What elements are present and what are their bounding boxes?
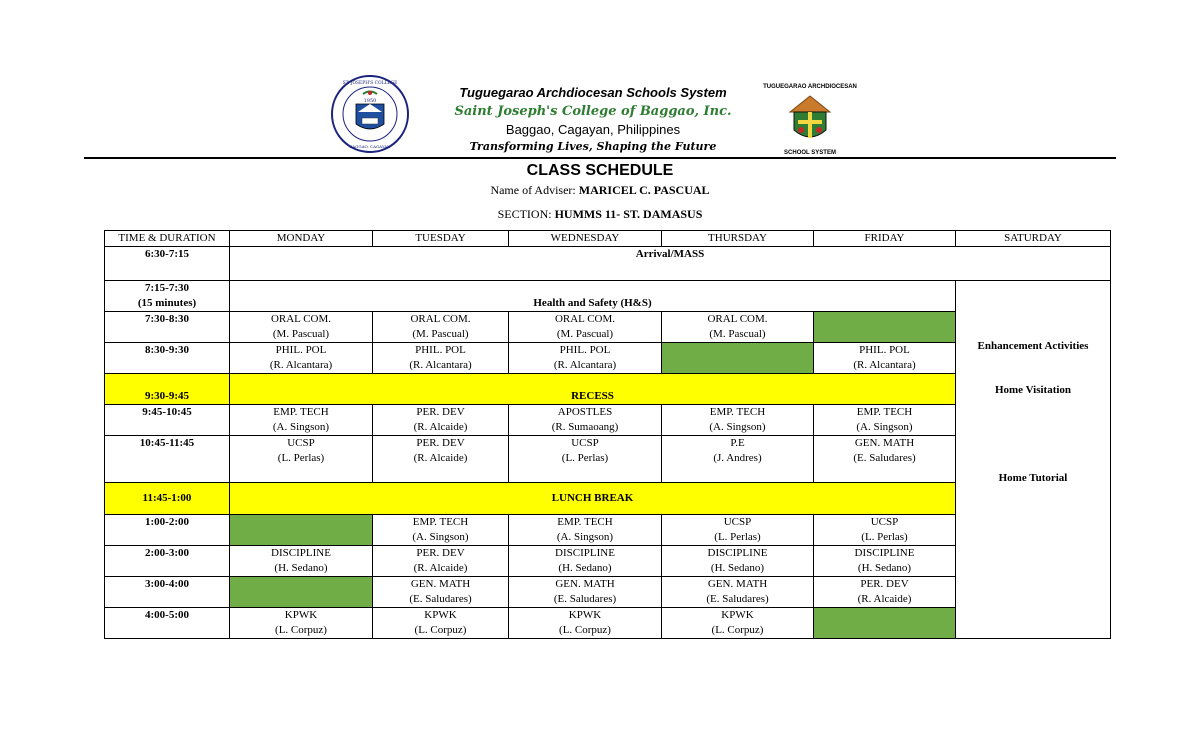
college-motto: Transforming Lives, Shaping the Future xyxy=(469,140,717,153)
vacant-cell xyxy=(230,515,373,546)
teacher: (R. Sumaoang) xyxy=(551,421,619,433)
health-label: Health and Safety (H&S) xyxy=(230,281,956,312)
recess-time: 9:30-9:45 xyxy=(105,374,230,405)
teacher: (H. Sedano) xyxy=(274,562,328,574)
row-time: 3:00-4:00 xyxy=(105,577,230,608)
class-cell xyxy=(662,515,814,546)
svg-text:BAGGAO, CAGAYAN: BAGGAO, CAGAYAN xyxy=(349,144,391,149)
svg-text:TUGUEGARAO ARCHDIOCESAN: TUGUEGARAO ARCHDIOCESAN xyxy=(763,84,857,90)
header-row xyxy=(105,231,1111,247)
class-cell xyxy=(814,436,956,483)
row-time: 8:30-9:30 xyxy=(105,343,230,374)
subject: GEN. MATH xyxy=(410,578,471,590)
lunch-time: 11:45-1:00 xyxy=(105,483,230,515)
school-system-name: Tuguegarao Archdiocesan Schools System xyxy=(459,85,727,100)
class-cell xyxy=(662,312,814,343)
class-cell xyxy=(814,405,956,436)
teacher: (A. Singson) xyxy=(556,531,614,543)
teacher: (L. Perlas) xyxy=(277,452,325,464)
subject: EMP. TECH xyxy=(856,406,913,418)
row-time: 7:30-8:30 xyxy=(105,312,230,343)
teacher: (A. Singson) xyxy=(856,421,913,433)
row-time: 10:45-11:45 xyxy=(105,436,230,483)
subject: ORAL COM. xyxy=(707,313,768,325)
teacher: (L. Corpuz) xyxy=(559,624,611,636)
class-cell xyxy=(373,577,509,608)
class-cell xyxy=(230,546,373,577)
teacher: (E. Saludares) xyxy=(553,593,617,605)
saturday-home-tutorial: Home Tutorial xyxy=(998,472,1068,484)
class-cell xyxy=(373,436,509,483)
section-label: SECTION: xyxy=(497,207,555,221)
teacher: (L. Corpuz) xyxy=(414,624,467,636)
recess-label: RECESS xyxy=(230,374,956,405)
subject: PER. DEV xyxy=(416,547,465,559)
header-time: TIME & DURATION xyxy=(105,231,230,247)
health-time: 7:15-7:30 xyxy=(145,282,189,294)
svg-text:SCHOOL SYSTEM: SCHOOL SYSTEM xyxy=(784,150,836,156)
arrival-row xyxy=(105,247,1111,281)
class-cell xyxy=(373,515,509,546)
subject: PER. DEV xyxy=(416,437,465,449)
teacher: (R. Alcantara) xyxy=(853,359,916,371)
subject: PHIL. POL xyxy=(859,344,910,356)
teacher: (M. Pascual) xyxy=(556,328,614,340)
lunch-label: LUNCH BREAK xyxy=(230,483,956,515)
teacher: (R. Alcaide) xyxy=(413,452,468,464)
teacher: (R. Alcaide) xyxy=(413,562,468,574)
section-line xyxy=(0,207,1200,222)
subject: PHIL. POL xyxy=(559,344,611,356)
row-time: 2:00-3:00 xyxy=(105,546,230,577)
teacher: (M. Pascual) xyxy=(272,328,330,340)
subject: ORAL COM. xyxy=(270,313,332,325)
archdiocesan-seal-logo xyxy=(763,74,857,158)
teacher: (M. Pascual) xyxy=(709,328,766,340)
class-cell xyxy=(230,436,373,483)
teacher: (R. Alcaide) xyxy=(413,421,468,433)
teacher: (A. Singson) xyxy=(412,531,469,543)
subject: UCSP xyxy=(287,437,315,449)
teacher: (L. Perlas) xyxy=(561,452,609,464)
subject: GEN. MATH xyxy=(854,437,915,449)
teacher: (H. Sedano) xyxy=(558,562,612,574)
row-time: 4:00-5:00 xyxy=(105,608,230,639)
subject: DISCIPLINE xyxy=(271,547,331,559)
class-cell xyxy=(814,577,956,608)
subject: EMP. TECH xyxy=(709,406,766,418)
class-cell xyxy=(814,546,956,577)
subject: PHIL. POL xyxy=(275,344,327,356)
subject: KPWK xyxy=(284,609,318,621)
teacher: (R. Alcantara) xyxy=(553,359,617,371)
class-cell xyxy=(373,312,509,343)
class-cell xyxy=(230,405,373,436)
class-cell xyxy=(662,436,814,483)
class-cell xyxy=(662,405,814,436)
header-monday: MONDAY xyxy=(230,231,373,247)
teacher: (J. Andres) xyxy=(713,452,762,464)
college-name: Saint Joseph's College of Baggao, Inc. xyxy=(454,104,732,119)
subject: ORAL COM. xyxy=(410,313,471,325)
vacant-cell xyxy=(230,577,373,608)
subject: P.E xyxy=(730,437,745,449)
class-cell xyxy=(230,312,373,343)
teacher: (L. Corpuz) xyxy=(275,624,327,636)
section-name: HUMMS 11- ST. DAMASUS xyxy=(554,207,703,221)
svg-text:ST. JOSEPH'S COLLEGE: ST. JOSEPH'S COLLEGE xyxy=(342,81,398,86)
adviser-label: Name of Adviser: xyxy=(490,183,579,197)
subject: APOSTLES xyxy=(557,406,613,418)
subject: KPWK xyxy=(721,609,754,621)
teacher: (R. Alcaide) xyxy=(857,593,912,605)
teacher: (E. Saludares) xyxy=(409,593,472,605)
class-cell xyxy=(230,608,373,639)
class-cell xyxy=(509,312,662,343)
class-cell xyxy=(509,577,662,608)
subject: ORAL COM. xyxy=(554,313,616,325)
subject: UCSP xyxy=(723,516,752,528)
college-location: Baggao, Cagayan, Philippines xyxy=(505,122,681,137)
teacher: (H. Sedano) xyxy=(710,562,765,574)
class-cell xyxy=(509,436,662,483)
teacher: (A. Singson) xyxy=(272,421,330,433)
class-cell xyxy=(509,546,662,577)
teacher: (L. Perlas) xyxy=(861,531,908,543)
class-cell xyxy=(814,515,956,546)
class-cell xyxy=(230,343,373,374)
row-time: 1:00-2:00 xyxy=(105,515,230,546)
teacher: (L. Perlas) xyxy=(714,531,761,543)
saturday-enhancement: Enhancement Activities xyxy=(977,340,1089,352)
teacher: (L. Corpuz) xyxy=(711,624,764,636)
class-cell xyxy=(814,343,956,374)
adviser-name: MARICEL C. PASCUAL xyxy=(578,183,710,197)
subject: GEN. MATH xyxy=(707,578,768,590)
class-cell xyxy=(373,608,509,639)
class-cell xyxy=(509,343,662,374)
vacant-cell xyxy=(662,343,814,374)
header-saturday: SATURDAY xyxy=(956,231,1111,247)
subject: KPWK xyxy=(568,609,602,621)
subject: EMP. TECH xyxy=(557,516,613,528)
class-cell xyxy=(662,546,814,577)
class-cell xyxy=(373,546,509,577)
row-time: 9:45-10:45 xyxy=(105,405,230,436)
subject: KPWK xyxy=(424,609,457,621)
teacher: (A. Singson) xyxy=(709,421,766,433)
subject: PER. DEV xyxy=(416,406,465,418)
health-time-cell xyxy=(105,281,230,312)
adviser-line xyxy=(0,183,1200,198)
saturday-activities xyxy=(956,281,1111,639)
class-cell xyxy=(509,608,662,639)
teacher: (E. Saludares) xyxy=(853,452,916,464)
class-cell xyxy=(662,577,814,608)
schedule-table xyxy=(104,230,1111,639)
subject: DISCIPLINE xyxy=(707,547,768,559)
class-cell xyxy=(373,405,509,436)
teacher: (M. Pascual) xyxy=(412,328,469,340)
subject: DISCIPLINE xyxy=(555,547,615,559)
subject: UCSP xyxy=(571,437,599,449)
subject: EMP. TECH xyxy=(273,406,329,418)
vacant-cell xyxy=(814,312,956,343)
subject: PER. DEV xyxy=(860,578,909,590)
subject: EMP. TECH xyxy=(412,516,469,528)
health-duration: (15 minutes) xyxy=(137,297,197,309)
header-tuesday: TUESDAY xyxy=(373,231,509,247)
svg-text:1950: 1950 xyxy=(363,98,377,104)
subject: DISCIPLINE xyxy=(854,547,915,559)
header-friday: FRIDAY xyxy=(814,231,956,247)
teacher: (R. Alcantara) xyxy=(269,359,333,371)
saturday-home-visitation: Home Visitation xyxy=(994,384,1072,396)
arrival-time: 6:30-7:15 xyxy=(105,247,230,281)
vacant-cell xyxy=(814,608,956,639)
teacher: (R. Alcantara) xyxy=(409,359,472,371)
subject: PHIL. POL xyxy=(415,344,466,356)
header-wednesday: WEDNESDAY xyxy=(509,231,662,247)
health-row xyxy=(105,281,1111,312)
header-divider xyxy=(84,157,1116,159)
class-cell xyxy=(373,343,509,374)
teacher: (E. Saludares) xyxy=(706,593,769,605)
teacher: (H. Sedano) xyxy=(857,562,912,574)
class-cell xyxy=(509,515,662,546)
class-cell xyxy=(509,405,662,436)
header-thursday: THURSDAY xyxy=(662,231,814,247)
subject: GEN. MATH xyxy=(555,578,615,590)
arrival-label: Arrival/MASS xyxy=(230,247,1111,281)
page-title: CLASS SCHEDULE xyxy=(526,162,674,179)
class-cell xyxy=(662,608,814,639)
college-seal-logo xyxy=(330,74,410,154)
subject: UCSP xyxy=(870,516,899,528)
